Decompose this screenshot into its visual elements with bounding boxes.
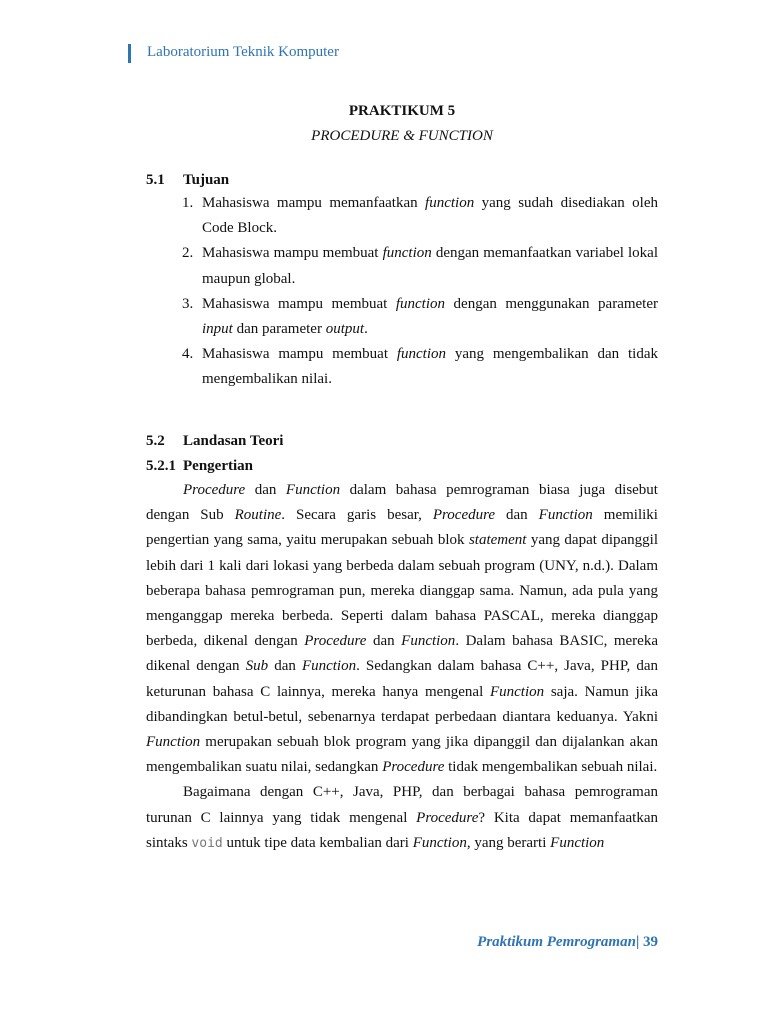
heading-number: 5.1 xyxy=(146,172,165,188)
page-number: 39 xyxy=(643,934,658,950)
heading-text: Pengertian xyxy=(183,458,253,474)
heading-number: 5.2.1 xyxy=(146,458,176,474)
heading-5-2 xyxy=(146,431,283,451)
paragraph-1: Procedure dan Function dalam bahasa pemrograman biasa juga disebut dengan Sub Routine. Secara garis besar, Procedure dan Function memiliki pengertian yang sama, yaitu merupakan sebuah blok statement yang dapat dipanggil lebih dari 1 kali dari lokasi yang berbeda dalam sebuah program (UNY, n.d.). Dalam beberapa bahasa pemrograman pun, mereka dianggap sama. Namun, ada pula yang menganggap mereka berbeda. Seperti dalam bahasa PASCAL, mereka dianggap berbeda, dikenal dengan Procedure dan Function. Dalam bahasa BASIC, mereka dikenal dengan Sub dan Function. Sedangkan dalam bahasa C++, Java, PHP, dan keturunan bahasa C lainnya, mereka hanya mengenal Function saja. Namun jika dibandingkan betul-betul, sebenarnya terdapat perbedaan diantara keduanya. Yakni Function merupakan sebuah blok program yang jika dipanggil dan dijalankan akan mengembalikan suatu nilai, sedangkan Procedure tidak mengembalikan sebuah nilai. xyxy=(146,482,658,776)
paragraph-2: Bagaimana dengan C++, Java, PHP, dan berbagai bahasa pemrograman turunan C lainnya yang tidak mengenal Procedure? Kita dapat memanfaatkan sintaks void untuk tipe data kembalian dari Function, yang berarti Function xyxy=(146,784,658,851)
list-item: 4. Mahasiswa mampu membuat function yang mengembalikan dan tidak mengembalikan nilai. xyxy=(182,346,659,388)
footer-label: Praktikum Pemrograman xyxy=(477,934,636,950)
list-item: 2. Mahasiswa mampu membuat function dengan memanfaatkan variabel lokal maupun global. xyxy=(182,245,659,287)
running-header: Laboratorium Teknik Komputer xyxy=(128,44,339,63)
heading-number: 5.2 xyxy=(146,433,165,449)
list-item: 3. Mahasiswa mampu membuat function dengan menggunakan parameter input dan parameter output. xyxy=(182,295,658,338)
heading-text: Tujuan xyxy=(183,172,230,188)
chapter-subtitle: PROCEDURE & FUNCTION xyxy=(311,128,493,144)
tujuan-list xyxy=(182,191,658,393)
list-item: 1. Mahasiswa mampu memanfaatkan function yang sudah disediakan oleh Code Block. xyxy=(182,195,659,237)
code-keyword: void xyxy=(191,835,223,851)
chapter-title: PRAKTIKUM 5 xyxy=(348,103,456,119)
heading-5-1 xyxy=(146,170,229,190)
page-footer xyxy=(146,934,658,951)
heading-5-2-1 xyxy=(146,456,253,476)
heading-text: Landasan Teori xyxy=(183,433,284,449)
body-text xyxy=(146,478,658,856)
footer-separator: | xyxy=(635,934,643,950)
